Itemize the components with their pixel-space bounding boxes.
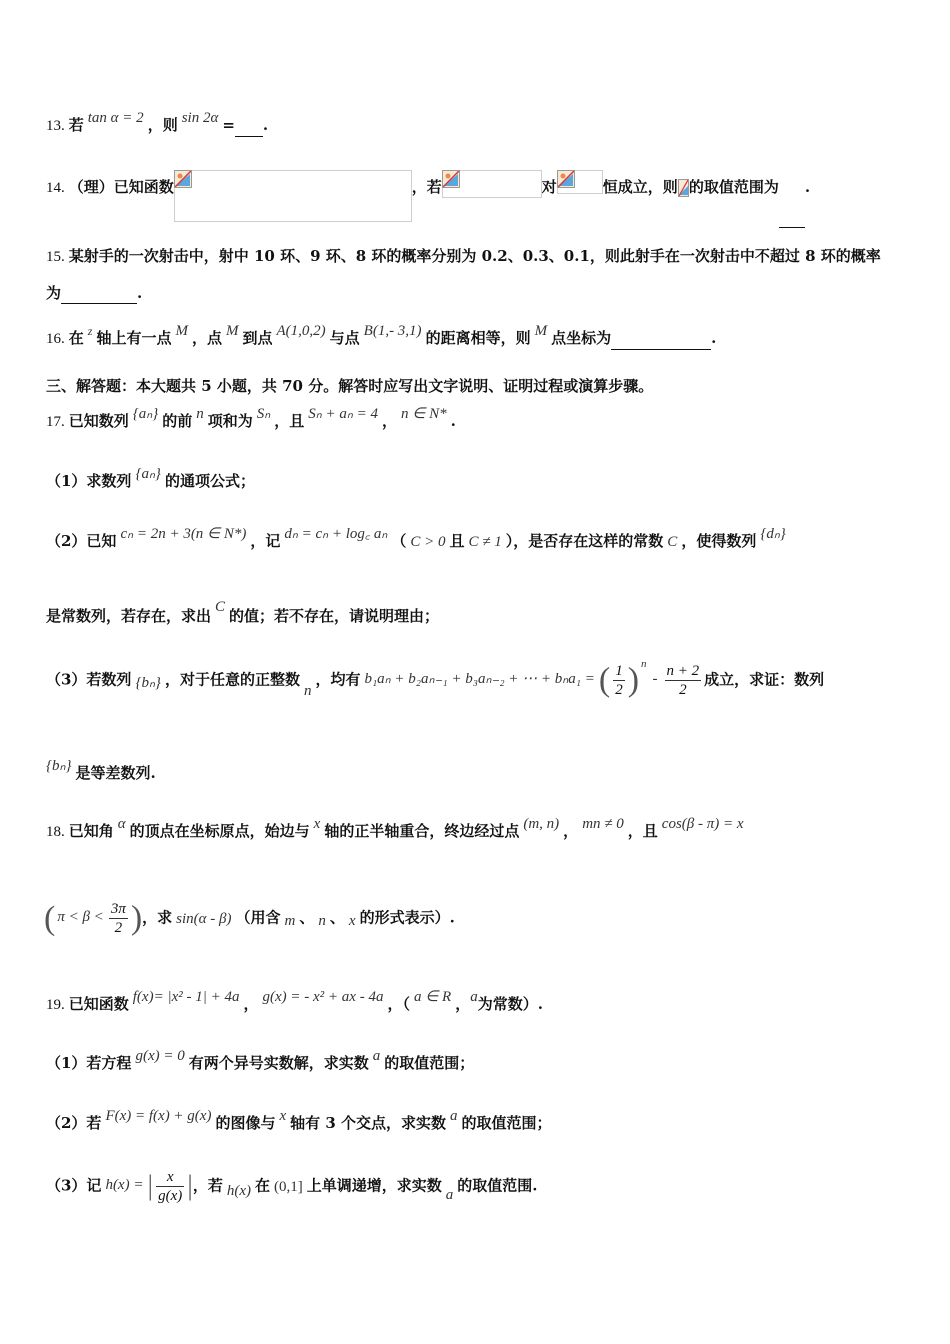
answer-blank (611, 333, 711, 350)
broken-image-icon (442, 170, 460, 188)
broken-image-icon (174, 170, 192, 188)
answer-blank (235, 120, 263, 137)
answer-blank (61, 287, 137, 304)
answer-blank (779, 211, 805, 228)
question-15: 15. 某射手的一次射击中，射中 10 环、9 环、8 环的概率分别为 0.2、0.3、0.1，则此射手在一次射击中不超过 8 环的概率 (46, 247, 881, 265)
broken-image-icon (557, 170, 575, 188)
broken-image-variable (678, 179, 689, 199)
math-point-a: A(1,0,2) (276, 323, 326, 339)
fraction-3pi-2: $\frac{3\pi}{2}$ (110, 901, 126, 936)
fraction-half: $\frac{1}{2}$ (615, 663, 623, 698)
question-17-part2-line2: 是常数列，若存在，求出 C 的值；若不存在，请说明理由； (46, 599, 440, 625)
question-number: 19. (46, 997, 65, 1013)
math-f: f(x)= |x² - 1| + 4a (132, 989, 240, 1005)
question-17-part2: （2）已知 cₙ = 2n + 3(n ∈ N*) ，记 dₙ = cₙ + log꜀ aₙ （ C > 0 且 C ≠ 1 ），是否存在这样的常数 C ，使得数列 {dₙ} (46, 526, 786, 550)
question-14: 14. （理）已知函数 ，若 对 恒成立，则 的取值范围为 . (46, 176, 910, 226)
question-17: 17. 已知数列 {aₙ} 的前 n 项和为 Sₙ ，且 Sₙ + aₙ = 4 ， n ∈ N* . (46, 406, 456, 430)
section-heading: 三、解答题：本大题共 5 小题，共 70 分。解答时应写出文字说明、证明过程或演算步骤。 (46, 377, 654, 395)
question-number: 14. (46, 180, 65, 196)
math-sin2a: sin 2α (181, 110, 219, 126)
math-sum: b₁aₙ + b₂aₙ₋₁ + b₃aₙ₋₂ + ⋯ + bₙa₁ = (364, 670, 595, 687)
question-17-part3: （3）若数列 {bₙ} ，对于任意的正整数n，均有 b₁aₙ + b₂aₙ₋₁ + b₃aₙ₋₂ + ⋯ + bₙa₁ = ( $\frac{1}{2}$ ) $^n$- $\frac{n + 2}{2}$ 成立，求证：数列 (46, 657, 825, 699)
math-tan: tan α = 2 (87, 110, 144, 126)
question-number: 16. (46, 331, 65, 347)
question-19-part1: （1）若方程 g(x) = 0 有两个异号实数解，求实数 a 的取值范围； (46, 1048, 475, 1072)
question-13: 13. 若 tan α = 2 ，则 sin 2α = . (46, 114, 910, 137)
broken-image-domain (557, 170, 603, 194)
broken-image-condition (442, 170, 542, 198)
question-number: 15. (46, 249, 65, 265)
fraction-x-over-g: $\frac{x}{g(x)}$ (158, 1169, 183, 1204)
math-g: g(x) = - x² + ax - 4a (262, 989, 384, 1005)
question-19-part3: （3）记 h(x) = | $\frac{x}{g(x)}$ |，若 h(x) 在 (0,1] 上单调递增，求实数 a 的取值范围. (46, 1169, 538, 1204)
question-16: 16. 在 $^z$ 轴上有一点 M ，点 M 到点 A(1,0,2) 与点 B(1,- 3,1) 的距离相等，则 M 点坐标为 . (46, 327, 910, 350)
fraction-n-plus-2: $\frac{n + 2}{2}$ (666, 663, 700, 698)
question-number: 17. (46, 414, 65, 430)
question-18: 18. 已知角 α 的顶点在坐标原点，始边与 x 轴的正半轴重合，终边经过点 (m, n) ， mn ≠ 0 ，且 cos(β - π) = x (46, 816, 744, 840)
question-19-part2: （2）若 F(x) = f(x) + g(x) 的图像与 x 轴有 3 个交点，求实数 a 的取值范围； (46, 1108, 552, 1132)
question-number: 18. (46, 824, 65, 840)
broken-image-function (174, 170, 412, 222)
math-point-b: B(1,- 3,1) (363, 323, 422, 339)
question-number: 13. (46, 118, 65, 134)
broken-image-icon (678, 179, 689, 197)
question-17-part3-line2: {bₙ} 是等差数列. (46, 758, 156, 782)
question-18-line2: ( π < β < $\frac{3\pi}{2}$ )，求 sin(α - β) （用含 m 、 n 、 x 的形式表示）. (44, 899, 455, 937)
question-17-part1: （1）求数列 {aₙ} 的通项公式； (46, 466, 255, 490)
question-15-line2: 为 . (46, 284, 143, 302)
question-19: 19. 已知函数 f(x)= |x² - 1| + 4a ， g(x) = - x² + ax - 4a ，（ a ∈ R ，a为常数）. (46, 989, 543, 1013)
